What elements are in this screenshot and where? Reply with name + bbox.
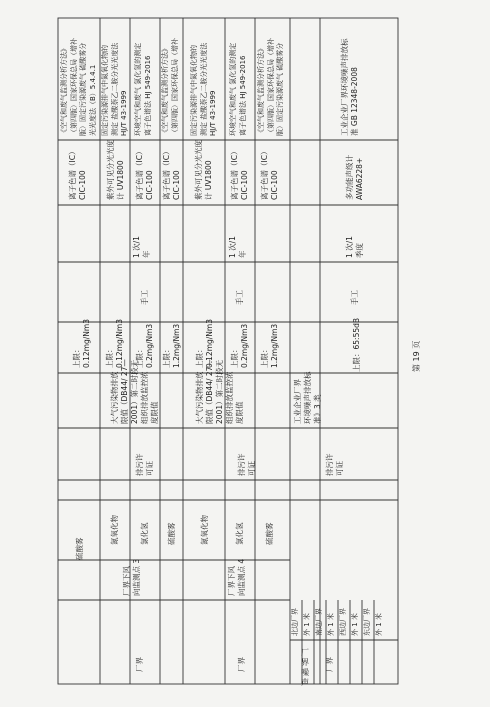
limit-noise: 上限：65:55dB	[352, 317, 361, 372]
method-manual-2: 手工	[235, 290, 244, 305]
limit-row2: 上限： 0.12mg/Nm3	[105, 319, 124, 368]
pollutant-row4: 硫酸雾	[167, 522, 176, 545]
limit-row5: 上限： 0.12mg/Nm3	[195, 319, 214, 368]
instrument-row1: 离子色谱（IC） CIC-100	[68, 147, 87, 200]
analysis-method-row1: 《空气和废气监测分析方法》 （第四版）国家环保总局（增补 版）固定污染源废气 硫酸雾分 光光度法（B）5.4.4.1	[60, 38, 97, 136]
instrument-row6: 离子色谱（IC） CIC-100	[230, 147, 249, 200]
noise-west: 西边厂界	[339, 608, 347, 636]
instrument-row7: 离子色谱（IC） CIC-100	[260, 147, 279, 200]
limit-row1: 上限： 0.12mg/Nm3	[72, 319, 91, 368]
point-4-label: 厂界下风 向监测点 4	[227, 558, 246, 596]
noise-east: 东边厂界	[363, 608, 371, 636]
pollutant-row2: 氮氧化物	[110, 515, 119, 545]
noise-south-2: 外 1 米	[327, 613, 335, 636]
noise-east-2: 外 1 米	[375, 613, 383, 636]
page-number: 第 19 页	[412, 340, 421, 372]
noise-standard: 工业企业厂界 环境噪声排放标 准》3 类	[293, 371, 322, 424]
pollutant-row7: 硫酸雾	[265, 522, 274, 545]
frequency-year-1: 1 次/1 年	[132, 236, 151, 258]
frequency-quarter: 1 次/1 季度	[345, 236, 364, 258]
pollutant-row5: 氮氧化物	[200, 515, 209, 545]
analysis-method-row5: 固定污染源排气中氮氧化物的 测定 盐酸萘乙二胺分光光度法 HJ/T 43-1999	[190, 42, 217, 136]
permit-basis-2: 排污许 可证	[237, 453, 256, 476]
pollutant-row1: 硫酸雾	[75, 537, 84, 560]
permit-basis-1: 排污许 可证	[135, 453, 154, 476]
pollutant-row3: 氯化氢	[140, 522, 149, 545]
permit-basis-3: 排污许 可证	[325, 453, 344, 476]
instrument-row3: 离子色谱（IC） CIC-100	[135, 147, 154, 200]
analysis-method-row2: 固定污染源排气中氮氧化物的 测定 盐酸萘乙二胺分光光度法 HJ/T 43-1999	[101, 42, 128, 136]
analysis-method-row3: 环境空气和废气 氯化氢的测定 离子色谱法 HJ 549-2016	[134, 42, 152, 136]
limit-row6: 上限： 0.2mg/Nm3	[230, 323, 249, 368]
instrument-noise: 多功能声级计 AWA6228+	[345, 155, 364, 200]
method-manual-1: 手工	[140, 290, 149, 305]
instrument-row5: 紫外可见分光光度 计 UV1800	[194, 140, 213, 200]
frequency-year-2: 1 次/1 年	[228, 236, 247, 258]
limit-row7: 上限： 1.2mg/Nm3	[260, 323, 279, 368]
noise-south: 南边厂界	[315, 608, 323, 636]
analysis-method-row7: 《空气和废气监测分析方法》 （第四版）国家环保总局（增补 版）固定污染源废气 硫酸雾分	[257, 38, 284, 136]
pollutant-row6: 氯化氢	[235, 522, 244, 545]
analysis-method-row4: 《空气和废气监测分析方法》 （第四版）国家环保总局（增补	[161, 38, 179, 136]
plant-label-2: 厂界	[237, 657, 246, 672]
noise-north: 北边厂界	[291, 608, 299, 636]
noise-north-2: 外 1 米	[303, 613, 311, 636]
noise-category: 厂 界 噪 声	[301, 648, 309, 687]
limit-row3: 上限： 0.2mg/Nm3	[135, 323, 154, 368]
analysis-method-row6: 环境空气和废气 氯化氢的测定 离子色谱法 HJ 549-2016	[229, 42, 247, 136]
air-standard-1: 大气污染物排放 限值（DB44/ 27— 2001）第二时段无 组织排放监控浓 度限值	[110, 359, 159, 424]
plant-label-1: 厂界	[135, 657, 144, 672]
instrument-row4: 离子色谱（IC） CIC-100	[162, 147, 181, 200]
point-3-label: 厂界下风 向监测点 3	[122, 558, 141, 596]
noise-west-2: 外 1 米	[351, 613, 359, 636]
air-standard-2: 大气污染物排放 限值（DB44/ 27— 2001）第二时段无 组织排放监控浓 度限值	[195, 359, 244, 424]
instrument-row2: 紫外可见分光光度 计 UV1800	[106, 140, 125, 200]
limit-row4: 上限： 1.2mg/Nm3	[162, 323, 181, 368]
method-manual-3: 手工	[350, 290, 359, 305]
analysis-method-noise: 工业企业厂界环境噪声排放标 准 GB 12348-2008	[340, 38, 359, 136]
plant-label-3: 厂界	[325, 657, 334, 672]
